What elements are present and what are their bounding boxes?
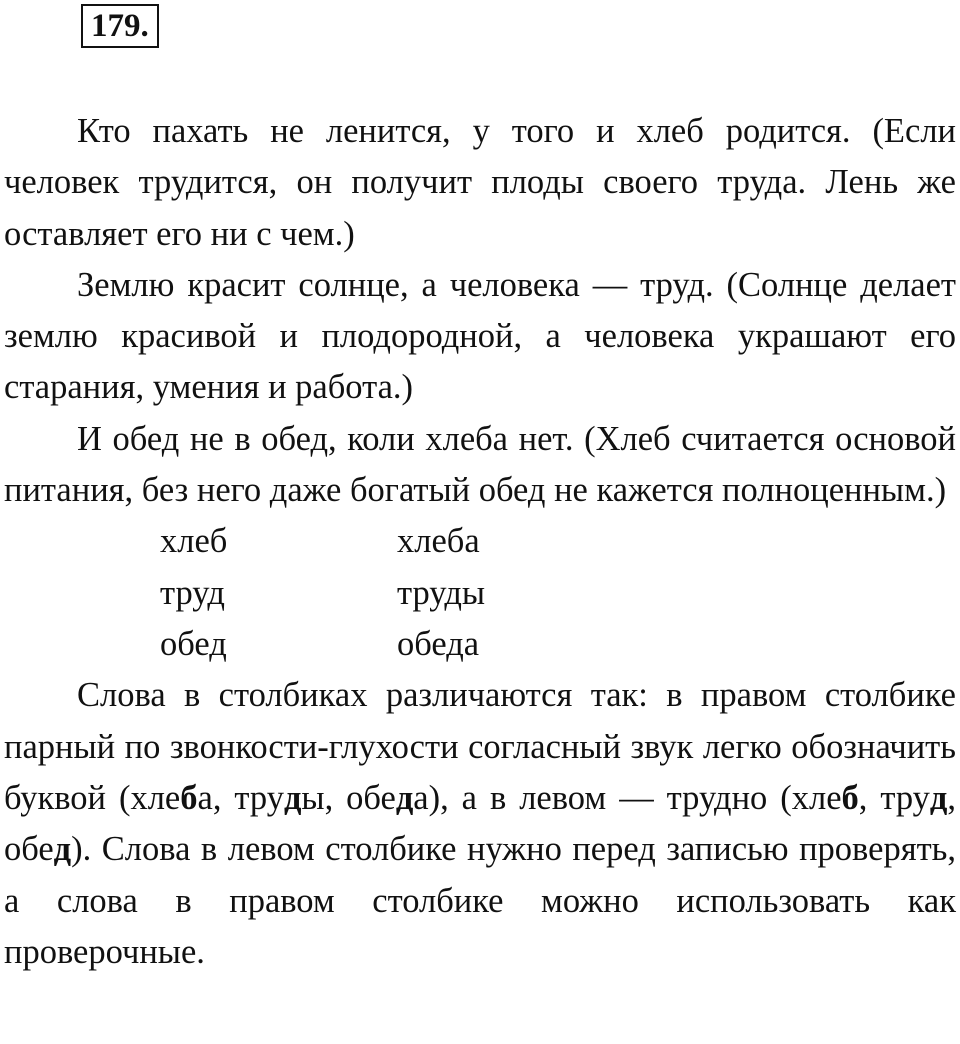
conclusion-text: а), а в левом — трудно (хле	[413, 778, 842, 817]
conclusion-text: Слова в столбиках различаются так: в правом столбике парный по звонкости-глухости согласный звук легко обозначить буквой (хле	[4, 676, 956, 817]
right-word: обеда	[397, 624, 480, 663]
conclusion-text: ы, обе	[301, 778, 396, 817]
word-row	[4, 516, 956, 567]
highlighted-letter: д	[283, 778, 302, 817]
highlighted-letter: д	[929, 778, 948, 817]
word-row	[4, 619, 956, 670]
exercise-number-box	[81, 4, 159, 48]
highlighted-letter: б	[841, 778, 859, 817]
exercise-text	[4, 106, 956, 978]
right-word: хлеба	[397, 522, 480, 561]
left-word: обед	[160, 624, 227, 663]
word-columns	[4, 516, 956, 670]
conclusion-paragraph	[4, 670, 956, 978]
highlighted-letter: д	[395, 778, 414, 817]
left-word: труд	[160, 573, 225, 612]
highlighted-letter: д	[53, 830, 72, 869]
conclusion-text: , обе	[4, 778, 956, 869]
highlighted-letter: б	[180, 778, 198, 817]
conclusion-text: ). Слова в левом столбике нужно перед записью проверять, а слова в правом столбике можно использовать как проверочные.	[4, 830, 956, 971]
left-word: хлеб	[160, 522, 228, 561]
exercise-number-dot: .	[140, 8, 149, 44]
exercise-number: 179	[91, 8, 141, 44]
conclusion-text: а, тру	[197, 778, 284, 817]
right-word: труды	[397, 573, 486, 612]
proverb-paragraph-1: Кто пахать не ленится, у того и хлеб родится. (Если человек трудится, он получит плоды своего труда. Лень же оставляет его ни с чем.)	[4, 112, 956, 253]
proverb-paragraph-3: И обед не в обед, коли хлеба нет. (Хлеб считается основой питания, без него даже богатый обед не кажется полноценным.)	[4, 419, 956, 510]
proverb-paragraph-2: Землю красит солнце, а человека — труд. (Солнце делает землю красивой и плодородной, а человека украшают его старания, умения и работа.)	[4, 265, 956, 407]
conclusion-text: , тру	[858, 778, 930, 817]
word-row	[4, 568, 956, 619]
